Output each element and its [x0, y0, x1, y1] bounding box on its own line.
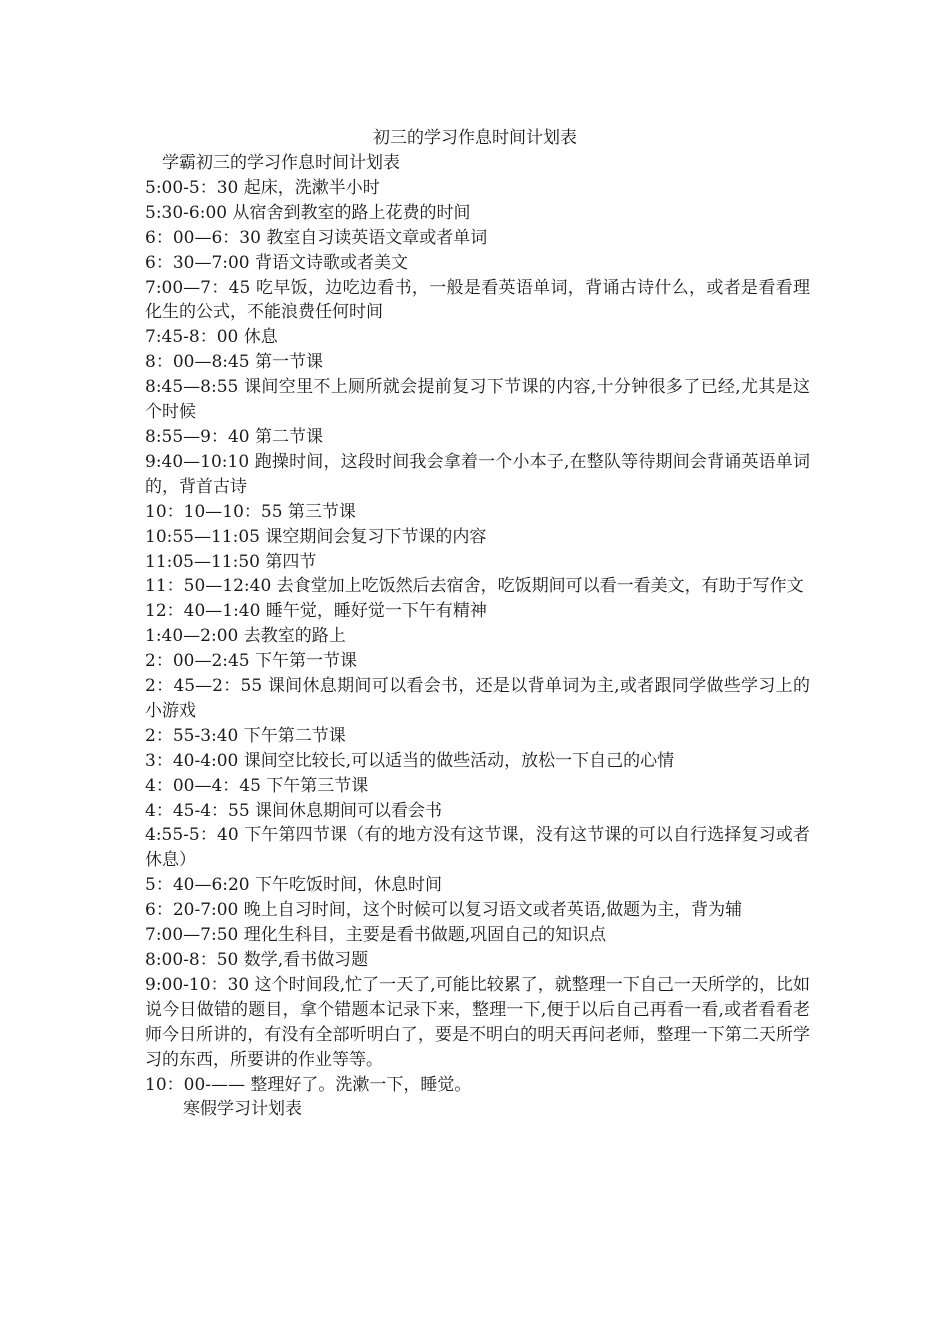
schedule-entry: 5:30-6:00 从宿舍到教室的路上花费的时间: [145, 202, 471, 223]
schedule-entry: 10:55—11:05 课空期间会复习下节课的内容: [145, 526, 487, 547]
schedule-entry: 4：00—4：45 下午第三节课: [145, 775, 369, 796]
document-subtitle: 学霸初三的学习作息时间计划表: [162, 153, 400, 173]
closing-heading: 寒假学习计划表: [183, 1099, 302, 1120]
schedule-entry: 2：55-3:40 下午第二节课: [145, 725, 346, 746]
schedule-entry: 11：50—12:40 去食堂加上吃饭然后去宿舍，吃饭期间可以看一看美文，有助于写作文: [145, 576, 804, 597]
schedule-entry: 4:55-5：40 下午第四节课（有的地方没有这节课，没有这节课的可以自行选择复习或者休息）: [145, 825, 810, 871]
schedule-entry: 7:45-8：00 休息: [145, 327, 278, 348]
schedule-entry: 9:40—10:10 跑操时间，这段时间我会拿着一个小本子,在整队等待期间会背诵英语单词的，背首古诗: [145, 451, 810, 497]
schedule-entry: 7:00—7:50 理化生科目，主要是看书做题,巩固自己的知识点: [145, 925, 607, 946]
schedule-entry: 7:00—7：45 吃早饭，边吃边看书，一般是看英语单词，背诵古诗什么，或者是看看理化生的公式，不能浪费任何时间: [145, 277, 810, 323]
schedule-entry: 8:00-8：50 数学,看书做习题: [145, 950, 369, 970]
schedule-entry: 10：10—10：55 第三节课: [145, 501, 356, 522]
schedule-entry: 5:00-5：30 起床，洗漱半小时: [145, 177, 380, 198]
schedule-entry: 6：00—6：30 教室自习读英语文章或者单词: [145, 227, 488, 248]
schedule-entry: 12：40—1:40 睡午觉，睡好觉一下午有精神: [145, 601, 487, 622]
schedule-entry: 2：00—2:45 下午第一节课: [145, 651, 358, 672]
schedule-entry: 6：20-7:00 晚上自习时间，这个时候可以复习语文或者英语,做题为主，背为辅: [145, 900, 743, 921]
schedule-entry: 4：45-4：55 课间休息期间可以看会书: [145, 800, 443, 821]
schedule-entry: 6：30—7:00 背语文诗歌或者美文: [145, 252, 409, 273]
schedule-entry: 1:40—2:00 去教室的路上: [145, 626, 346, 647]
document-body: [145, 151, 810, 1122]
schedule-entry: 10：00-—— 整理好了。洗漱一下，睡觉。: [145, 1074, 472, 1095]
schedule-entry: 9:00-10：30 这个时间段,忙了一天了,可能比较累了，就整理一下自己一天所学的，比如说今日做错的题目，拿个错题本记录下来，整理一下,便于以后自己再看一看,或者看看老师今日所讲的，有没有全部听明白了，要是不明白的明天再问老师，整理一下第二天所学习的东西，所要讲的作业等等。: [145, 974, 810, 1070]
schedule-entry: 2：45—2：55 课间休息期间可以看会书，还是以背单词为主,或者跟同学做些学习上的小游戏: [145, 676, 810, 721]
schedule-entry: 8:45—8:55 课间空里不上厕所就会提前复习下节课的内容,十分钟很多了已经,尤其是这个时候: [145, 377, 810, 423]
schedule-entry: 8：00—8:45 第一节课: [145, 352, 324, 373]
schedule-entry: 3：40-4:00 课间空比较长,可以适当的做些活动，放松一下自己的心情: [145, 750, 675, 771]
schedule-entry: 11:05—11:50 第四节: [145, 551, 317, 572]
schedule-entry: 8:55—9：40 第二节课: [145, 426, 324, 447]
document-title: 初三的学习作息时间计划表: [373, 128, 577, 148]
schedule-entry: 5：40—6:20 下午吃饭时间，休息时间: [145, 875, 443, 896]
